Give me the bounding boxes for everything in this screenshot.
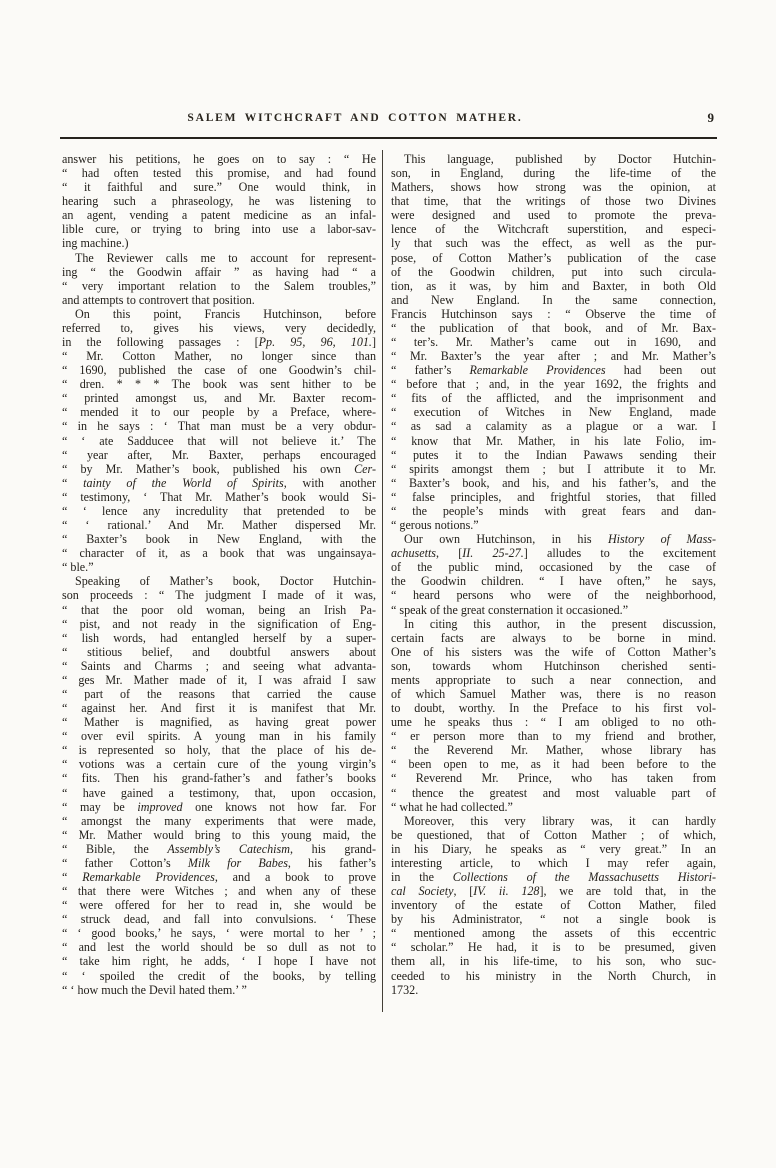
text-line: “ part of the reasons that carried the cause [62, 686, 376, 701]
text-line: “ Saints and Charms ; and seeing what advanta- [62, 658, 376, 673]
text-line: The Reviewer calls me to account for represent- [75, 250, 376, 265]
text-line: “ heard persons who were of the neighborhood, [391, 588, 716, 603]
text-line: “ putes it to the Indian Pawaws sending their [391, 447, 716, 462]
text-line: lence of the Witchcraft superstition, and especi- [391, 222, 716, 237]
text-line: “ very important relation to the Salem troubles,” [62, 278, 376, 293]
text-line: lible cure, or trying to bring into use a labor-sav- [62, 222, 376, 237]
text-line: In citing this author, in the present discussion, [404, 616, 716, 631]
text-line: “ ‘ spoiled the credit of the books, by telling [62, 968, 376, 983]
text-line: “ know that Mr. Mather, in his late Folio, im- [391, 433, 716, 448]
text-line: ly that such was the effect, as well as the pur- [391, 236, 716, 251]
text-line: “ fits of the afflicted, and the imprisonment and [391, 391, 716, 406]
text-line: “ Mr. Mather would bring to this young maid, the [62, 827, 376, 842]
text-line: “ year after, Mr. Baxter, perhaps encouraged [62, 447, 376, 462]
text-line: “ lish words, had entangled herself by a super- [62, 630, 376, 645]
text-line: “ against her. And first it is manifest that Mr. [62, 701, 376, 716]
text-line: “ that the poor old woman, being an Irish Pa- [62, 602, 376, 617]
text-line: an agent, vending a patent medicine as an infal- [62, 208, 376, 223]
text-line: in the Collections of the Massachusetts Histori- [391, 869, 716, 884]
text-line: “ Mr. Cotton Mather, no longer since than [62, 349, 376, 364]
right-text-column [391, 152, 716, 997]
text-line: “ father’s Remarkable Providences had been out [391, 363, 716, 378]
text-line: in his Diary, he speaks as “ very great.” In an [391, 841, 716, 856]
text-line: “ the Reverend Mr. Mather, whose library has [391, 743, 716, 758]
text-line: “ have gained a testimony, that, upon occasion, [62, 785, 376, 800]
text-line: ing “ the Goodwin affair ” as having had “ a [62, 264, 376, 279]
text-line: tion, as it was, by him and Baxter, in both Old [391, 278, 716, 293]
text-line: “ character of it, as a book that was ungainsaya- [62, 546, 376, 561]
text-line: ceeded to his ministry in the North Church, in [391, 968, 716, 983]
text-line: “ ‘ lence any incredulity that pretended to be [62, 503, 376, 518]
text-line: “ ‘ rational.’ And Mr. Mather dispersed Mr. [62, 518, 376, 533]
text-line: “ before that ; and, in the year 1692, the frights and [391, 377, 716, 392]
text-line: pose, of Cotton Mather’s publication of the case [391, 250, 716, 265]
text-line: “ Reverend Mr. Prince, who has taken from [391, 771, 716, 786]
text-line: ume he speaks thus : “ I am obliged to no oth- [391, 715, 716, 730]
text-line: “ the people’s minds with great fears and dan- [391, 503, 716, 518]
text-line: “ take him right, he adds, ‘ I hope I have not [62, 954, 376, 969]
text-line: “ ‘ ate Sadducee that will not believe it.’ The [62, 433, 376, 448]
text-line: “ father Cotton’s Milk for Babes, his father’s [62, 855, 376, 870]
text-line: and New England. In the same connection, [391, 292, 716, 307]
header-rule [60, 137, 717, 139]
text-line: ing machine.) [62, 236, 129, 251]
text-line: “ over evil spirits. A young man in his family [62, 729, 376, 744]
text-line: achusetts, [II. 25-27.] alludes to the excitement [391, 546, 716, 561]
text-line: referred to, gives his views, very decidedly, [62, 320, 376, 335]
text-line: that time, that the writings of those two Divines [391, 194, 716, 209]
text-line: Mathers, shows how strong was the opinion, at [391, 180, 716, 195]
text-line: “ Mather is magnified, as having great power [62, 715, 376, 730]
text-line: by his Administrator, “ not a single book is [391, 912, 716, 927]
column-divider [382, 150, 383, 1012]
text-line: “ pist, and not ready in the signification of Eng- [62, 616, 376, 631]
text-line: “ that there were Witches ; and when any of these [62, 884, 376, 899]
text-line: “ 1690, published the case of one Goodwin’s chil- [62, 363, 376, 378]
text-line: of the Goodwin children, put into such circula- [391, 264, 716, 279]
text-line: “ what he had collected.” [391, 799, 513, 814]
text-line: cal Society, [IV. ii. 128], we are told that, in the [391, 884, 716, 899]
text-line: “ mended it to our people by a Preface, where- [62, 405, 376, 420]
text-line: to doubt, worthy. In the Preface to his first vol- [391, 701, 716, 716]
text-line: of the public mind, occasioned by the case of [391, 560, 716, 575]
text-line: “ by Mr. Mather’s book, published his own Cer- [62, 461, 376, 476]
text-line: answer his petitions, he goes on to say : “ He [62, 152, 376, 166]
text-line: “ may be improved one knows not how far. For [62, 799, 376, 814]
text-line: “ thence the greatest and most valuable part of [391, 785, 716, 800]
text-line: “ ter’s. Mr. Mather’s came out in 1690, and [391, 335, 716, 350]
text-line: hearing such a phraseology, he was listening to [62, 194, 376, 209]
text-line: “ gerous notions.” [391, 518, 479, 533]
text-line: Our own Hutchinson, in his History of Mass- [404, 532, 717, 547]
text-line: “ Mr. Baxter’s the year after ; and Mr. Mather’s [391, 349, 716, 364]
text-line: “ fits. Then his grand-father’s and father’s books [62, 771, 376, 786]
text-line: son, in England, during the life-time of the [391, 166, 716, 181]
text-line: certain facts are always to be borne in mind. [391, 630, 716, 645]
text-line: and attempts to controvert that position. [62, 292, 255, 307]
text-line: “ Baxter’s book in New England, with the [62, 532, 376, 547]
text-line: “ stitious belief, and doubtful answers about [62, 644, 376, 659]
text-line: “ in he says : ‘ That man must be a very obdur- [62, 419, 376, 434]
text-line: ments appropriate to such a near connection, and [391, 672, 716, 687]
text-line: On this point, Francis Hutchinson, before [75, 306, 376, 321]
text-line: of which Samuel Mather was, there is no reason [391, 686, 716, 701]
text-line: Speaking of Mather’s book, Doctor Hutchin- [75, 574, 376, 589]
text-line: “ been open to me, as it had been before to the [391, 757, 716, 772]
text-line: them all, in his life-time, to his son, who suc- [391, 954, 716, 969]
text-line: “ ble.” [62, 560, 94, 575]
text-line: were designed and used to promote the preva- [391, 208, 716, 223]
text-line: “ spirits amongst them ; but I attribute it to Mr. [391, 461, 716, 476]
text-line: “ Baxter’s book, and his, and his father’s, and the [391, 475, 716, 490]
text-line: “ amongst the many experiments that were made, [62, 813, 376, 828]
text-line: “ the publication of that book, and of Mr. Bax- [391, 320, 716, 335]
text-line: be questioned, that of Cotton Mather ; of which, [391, 827, 716, 842]
left-text-column [62, 152, 376, 997]
text-line: “ tainty of the World of Spirits, with another [62, 475, 376, 490]
text-line: the Goodwin children. “ I have often,” he says, [391, 574, 716, 589]
text-line: Moreover, this very library was, it can hardly [404, 813, 716, 828]
text-line: “ testimony, ‘ That Mr. Mather’s book would Si- [62, 489, 376, 504]
text-line: “ as sad a calamity as a plague or a war. I [391, 419, 716, 434]
text-line: “ scholar.” He had, it is to be presumed, given [391, 940, 716, 955]
text-line: “ ‘ good books,’ he says, ‘ were mortal to her ’ ; [62, 926, 376, 941]
text-line: “ it faithful and sure.” One would think, in [62, 180, 376, 195]
text-line: “ struck dead, and fall into convulsions. ‘ These [62, 912, 376, 927]
text-line: inventory of the estate of Cotton Mather, filed [391, 898, 716, 913]
page-number: 9 [707, 110, 714, 125]
text-line: One of his sisters was the wife of Cotton Mather’s [391, 644, 716, 659]
text-line: “ er person more than to my friend and brother, [391, 729, 716, 744]
text-line: “ ges Mr. Mather made of it, I was afraid I saw [62, 672, 376, 687]
text-line: “ is represented so holy, that the place of his de- [62, 743, 376, 758]
running-head-title: SALEM WITCHCRAFT AND COTTON MATHER. [187, 112, 523, 124]
text-line: son, towards whom Hutchinson cherished senti- [391, 658, 716, 673]
text-line: “ had often tested this promise, and had found [62, 166, 376, 181]
text-line: in the following passages : [Pp. 95, 96, 101.] [62, 335, 376, 350]
text-line: 1732. [391, 982, 419, 997]
text-line: “ and lest the world should be so dull as not to [62, 940, 376, 955]
text-line: son proceeds : “ The judgment I made of it was, [62, 588, 376, 603]
text-line: Francis Hutchinson says : “ Observe the time of [391, 306, 716, 321]
text-line: “ Remarkable Providences, and a book to prove [62, 869, 376, 884]
text-line: “ false principles, and frightful stories, that filled [391, 489, 716, 504]
text-line: “ votions was a certain cure of the young virgin’s [62, 757, 376, 772]
text-line: “ ‘ how much the Devil hated them.’ ” [62, 982, 247, 997]
text-line: “ were offered for her to read in, she would be [62, 898, 376, 913]
text-line: “ speak of the great consternation it occasioned.” [391, 602, 629, 617]
text-line: “ execution of Witches in New England, made [391, 405, 716, 420]
text-line: “ printed amongst us, and Mr. Baxter recom- [62, 391, 376, 406]
text-line: “ dren. * * * The book was sent hither to be [62, 377, 376, 392]
text-line: This language, published by Doctor Hutchin- [404, 152, 716, 166]
text-line: interesting article, to which I may refer again, [391, 855, 716, 870]
text-line: “ Bible, the Assembly’s Catechism, his grand- [62, 841, 376, 856]
text-line: “ mentioned among the assets of this eccentric [391, 926, 716, 941]
